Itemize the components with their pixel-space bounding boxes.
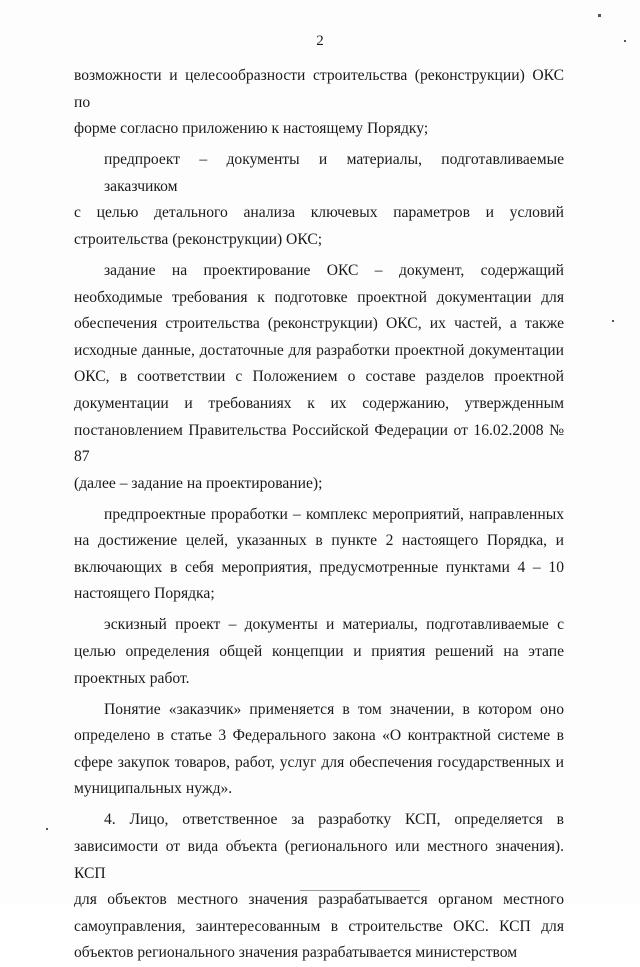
text-line: Понятие «заказчик» применяется в том значении, в котором оно — [104, 700, 564, 718]
text-line: строительства (реконструкции) ОКС; — [74, 230, 323, 248]
text-line: необходимые требования к подготовке проектной документации для — [74, 288, 564, 306]
text-line: с целью детального анализа ключевых параметров и условий — [74, 204, 564, 222]
paragraph — [74, 697, 564, 803]
text-line: 4. Лицо, ответственное за разработку КСП, определяется в — [104, 811, 564, 829]
page-number: 2 — [316, 33, 324, 49]
text-line: объектов регионального значения разрабатывается министерством — [74, 944, 518, 962]
text-line: самоуправления, заинтересованным в строительстве ОКС. КСП для — [74, 917, 564, 935]
text-line: предпроектные проработки – комплекс мероприятий, направленных — [104, 505, 564, 523]
text-line: зависимости от вида объекта (регионального или местного значения). КСП — [74, 837, 564, 882]
text-line: задание на проектирование ОКС – документ, содержащий — [104, 261, 564, 279]
text-line: постановлением Правительства Российской Федерации от 16.02.2008 № 87 — [74, 421, 564, 466]
text-line: документации и требованиях к их содержанию, утвержденным — [74, 394, 564, 412]
text-line: на достижение целей, указанных в пункте 2 настоящего Порядка, и — [74, 532, 564, 550]
text-line: настоящего Порядка; — [74, 585, 215, 603]
text-line: сфере закупок товаров, работ, услуг для обеспечения государственных и — [74, 753, 564, 771]
text-line: предпроект – документы и материалы, подготавливаемые заказчиком — [104, 151, 564, 195]
paragraph — [74, 258, 564, 497]
text-line: проектных работ. — [74, 669, 190, 687]
paragraph — [74, 807, 564, 967]
text-line: ОКС, в соответствии с Положением о составе разделов проектной — [74, 368, 564, 386]
scan-mark — [46, 828, 48, 830]
paragraph — [74, 147, 564, 253]
text-line: для объектов местного значения разрабатывается органом местного — [74, 891, 564, 909]
paragraph — [74, 612, 564, 692]
text-line: обеспечения строительства (реконструкции) ОКС, их частей, а также — [74, 315, 564, 333]
text-line: включающих в себя мероприятия, предусмотренные пунктами 4 – 10 — [74, 558, 564, 576]
text-line: (далее – задание на проектирование); — [74, 474, 323, 492]
scan-mark — [612, 320, 614, 322]
text-line: возможности и целесообразности строительства (реконструкции) ОКС по — [74, 67, 564, 111]
text-line: эскизный проект – документы и материалы, подготавливаемые с — [104, 616, 564, 634]
document-body — [74, 63, 564, 967]
text-line: исходные данные, достаточные для разработки проектной документации — [74, 341, 564, 359]
text-line: определено в статье 3 Федерального закона «О контрактной системе в — [74, 727, 564, 745]
paragraph — [74, 502, 564, 608]
text-line: муниципальных нужд». — [74, 780, 233, 798]
scan-mark — [598, 14, 601, 17]
text-line: целью определения общей концепции и приятия решений на этапе — [74, 643, 564, 661]
scan-mark — [300, 890, 420, 891]
scan-mark — [624, 40, 626, 42]
paragraph — [74, 63, 564, 143]
text-line: форме согласно приложению к настоящему Порядку; — [74, 120, 429, 138]
